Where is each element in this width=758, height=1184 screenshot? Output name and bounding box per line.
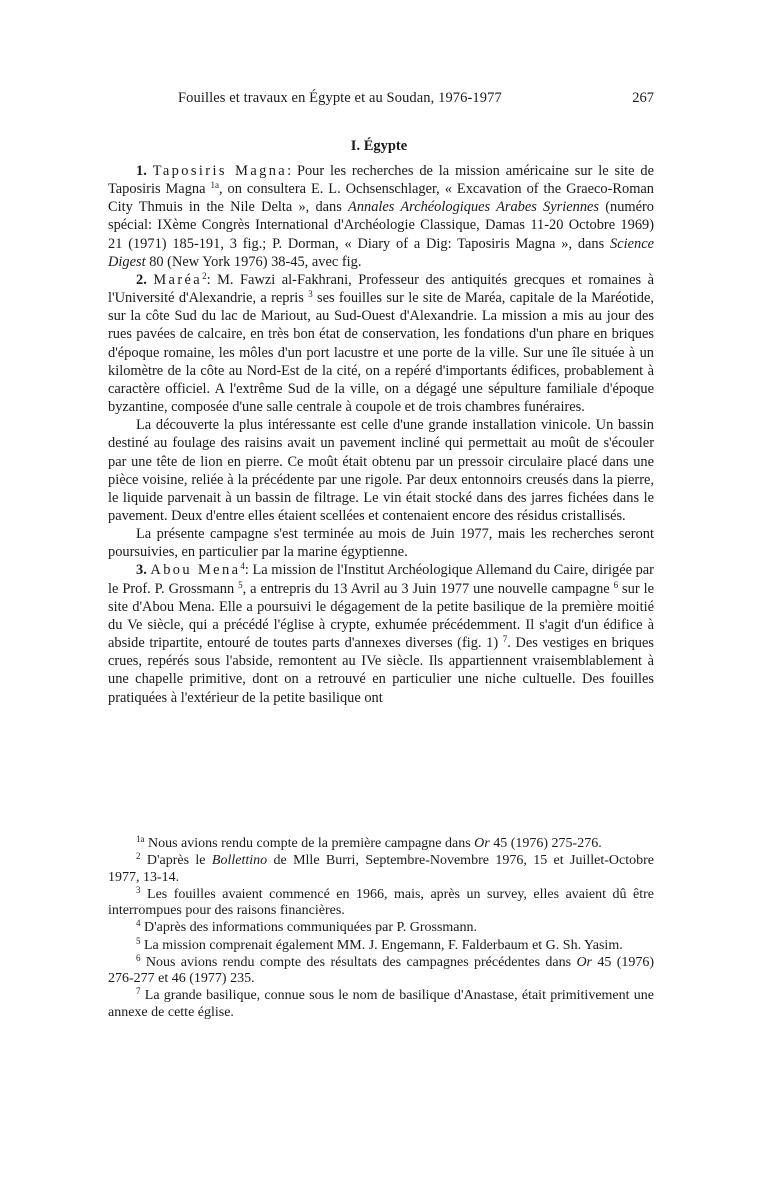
footnote-text: D'après le — [146, 853, 206, 869]
footnote-2 — [108, 853, 654, 886]
text: : M. Fawzi al-Fakhrani, Professeur des antiquités grecques et romaines à l'Université d'Alexandrie, a repris — [108, 271, 654, 307]
text: ses fouilles sur le site de Maréa, capitale de la Maréotide, sur la côte Sud du lac de Mariout, au Sud-Ouest d'Alexandrie. La mission a mis au jour des rues pavées de calcaire, en très bon état de conservation, les fondations d'un phare en briques d'époque romaine, les môles d'un port lacustre et une porte de la ville. Sur une île située à un kilomètre de la côte au Nord-Est de la cité, on a repéré d'importants édifices, probablement à caractère officiel. A l'extrême Sud de la ville, on a dégagé une sépulture familiale d'époque byzantine, composée d'une salle centrale à coupole et de trois chambres funéraires. — [108, 290, 654, 416]
footnote-ref[interactable]: 5 — [238, 579, 243, 590]
running-header — [174, 90, 654, 110]
footnote-text: Les fouilles avaient commencé en 1966, mais, après un survey, elles avaient dû être interrompues pour des raisons financières. — [108, 886, 655, 919]
text: siècle. Ils appartiennent vraisemblablement à une chapelle primitive, dont on a retrouvé en particulier une niche cultuelle. Des fouilles pratiquées à l'extérieur de la petite basilique ont — [108, 653, 654, 706]
article-body — [108, 162, 654, 707]
footnote-ref[interactable]: 3 — [308, 289, 313, 300]
footnote-ref[interactable]: 6 — [613, 579, 619, 590]
footnote-ref[interactable]: 4 — [240, 561, 245, 572]
footnote-text: D'après des informations communiquées par P. Grossmann. — [144, 920, 478, 936]
footnote-mark: 6 — [136, 952, 141, 963]
text: , on consultera E. L. Ochsenschlager, « Excavation of the Graeco-Roman City Thmuis in the Nile Delta », dans — [108, 181, 654, 216]
paragraph-marea — [108, 271, 654, 416]
text: sur le site d'Abou Mena. Elle a poursuivi le dégagement de la petite basilique de la première moitié du — [108, 580, 654, 633]
paragraph-vinicole: La découverte la plus intéressante est celle d'une grande installation vinicole. Un bassin destiné au foulage des raisins avait un pavement incliné qui permettait au moût de s'écouler par une tête de lion en pierre. Ce moût était obtenu par un pressoir circulaire placé dans une pièce voisine, reliée à la précédente par une rigole. Par deux entonnoirs creusés dans la pierre, le liquide parvenait à un bassin de filtrage. Le vin était stocké dans des jarres fichées dans le pavement. Deux d'entre elles étaient scellées et contenaient encore des résidus cristallisés. — [108, 417, 654, 524]
footnote-ref[interactable]: 7 — [502, 634, 508, 645]
site-name: Maréa — [153, 271, 203, 288]
journal-title: Science Digest — [108, 235, 654, 270]
footnote-mark: 1a — [136, 834, 145, 844]
journal-title: Or — [576, 954, 592, 970]
footnote-text: 45 (1976) 276-277 et 46 (1977) 235. — [108, 954, 655, 987]
footnote-text: La mission comprenait également MM. J. Engemann, F. Falderbaum et G. Sh. Yasim. — [144, 937, 623, 953]
century: IVe — [361, 653, 382, 670]
footnote-text: Nous avions rendu compte des résultats des campagnes précédentes dans — [145, 954, 572, 970]
footnote-text: La grande basilique, connue sous le nom de basilique d'Anastase, était primitivement une annexe de cette église. — [108, 988, 655, 1020]
footnote-ref[interactable]: 2 — [202, 270, 207, 281]
section-title: I. Égypte — [350, 138, 408, 154]
section-number: 2. — [136, 271, 147, 288]
paragraph-abou-mena — [108, 561, 654, 706]
paragraph-campagne: La présente campagne s'est terminée au mois de Juin 1977, mais les recherches seront poursuivies, en particulier par la marine égyptienne. — [108, 526, 654, 561]
text: , a entrepris du 13 Avril au 3 Juin 1977 une nouvelle campagne — [242, 580, 610, 597]
journal-title: Or — [474, 836, 490, 851]
text: 80 (New York 1976) 38-45, avec fig. — [149, 253, 362, 270]
footnote-text: de Mlle Burri, Septembre-Novembre 1976, 15 et Juillet-Octobre 1977, 13-14. — [108, 853, 655, 885]
footnote-mark: 4 — [136, 918, 141, 929]
page-number: 267 — [632, 90, 654, 106]
text: : La mission de l'Institut Archéologique Allemand du Caire, dirigée par le Prof. P. Grossmann — [108, 562, 654, 597]
text: : Pour les recherches de la mission américaine sur le site de Taposiris Magna — [108, 163, 654, 198]
text: siècle, qui a précédé l'église à crypte, exhumée précédemment. Il s'agit d'un édifice à abside tripartite, entouré de toutes parts d'annexes diverses (fig. 1) — [108, 616, 655, 652]
footnote-mark: 2 — [136, 851, 141, 862]
journal-title: Annales Archéologiques Arabes Syriennes — [348, 199, 600, 216]
footnote-mark: 7 — [136, 986, 141, 997]
site-name: Taposiris Magna — [152, 163, 288, 179]
section-number: 3. — [136, 562, 147, 579]
footnote-text: Nous avions rendu compte de la première campagne dans — [148, 836, 471, 851]
section-number: 1. — [136, 163, 147, 179]
footnote-mark: 5 — [136, 935, 141, 946]
footnote-6 — [108, 952, 655, 988]
footnote-5 — [108, 935, 654, 955]
footnote-4 — [108, 920, 654, 937]
text: (numéro spécial: IXème Congrès International d'Archéologie Classique, Damas 11-20 Octobre 1969) 21 (1971) 185-191, 3 fig.; P. Dorman, « Diary of a Dig: Taposiris Magna », dans — [108, 199, 654, 252]
footnote-text: 45 (1976) 275-276. — [493, 836, 602, 851]
footnotes — [108, 836, 654, 1022]
journal-title: Bollettino — [211, 853, 268, 869]
running-title: Fouilles et travaux en Égypte et au Soudan, 1976-1977 — [178, 90, 502, 106]
footnote-1a — [108, 836, 654, 853]
century: Ve — [127, 616, 143, 633]
footnote-7 — [108, 988, 654, 1021]
paragraph-taposiris-magna — [108, 162, 654, 271]
site-name: Abou Mena — [150, 562, 241, 579]
footnote-3 — [108, 884, 655, 920]
footnote-ref[interactable]: 1a — [210, 180, 219, 191]
footnote-mark: 3 — [136, 884, 141, 895]
text: . Des vestiges en briques crues, repérés sous l'abside, remontent au — [108, 635, 654, 670]
